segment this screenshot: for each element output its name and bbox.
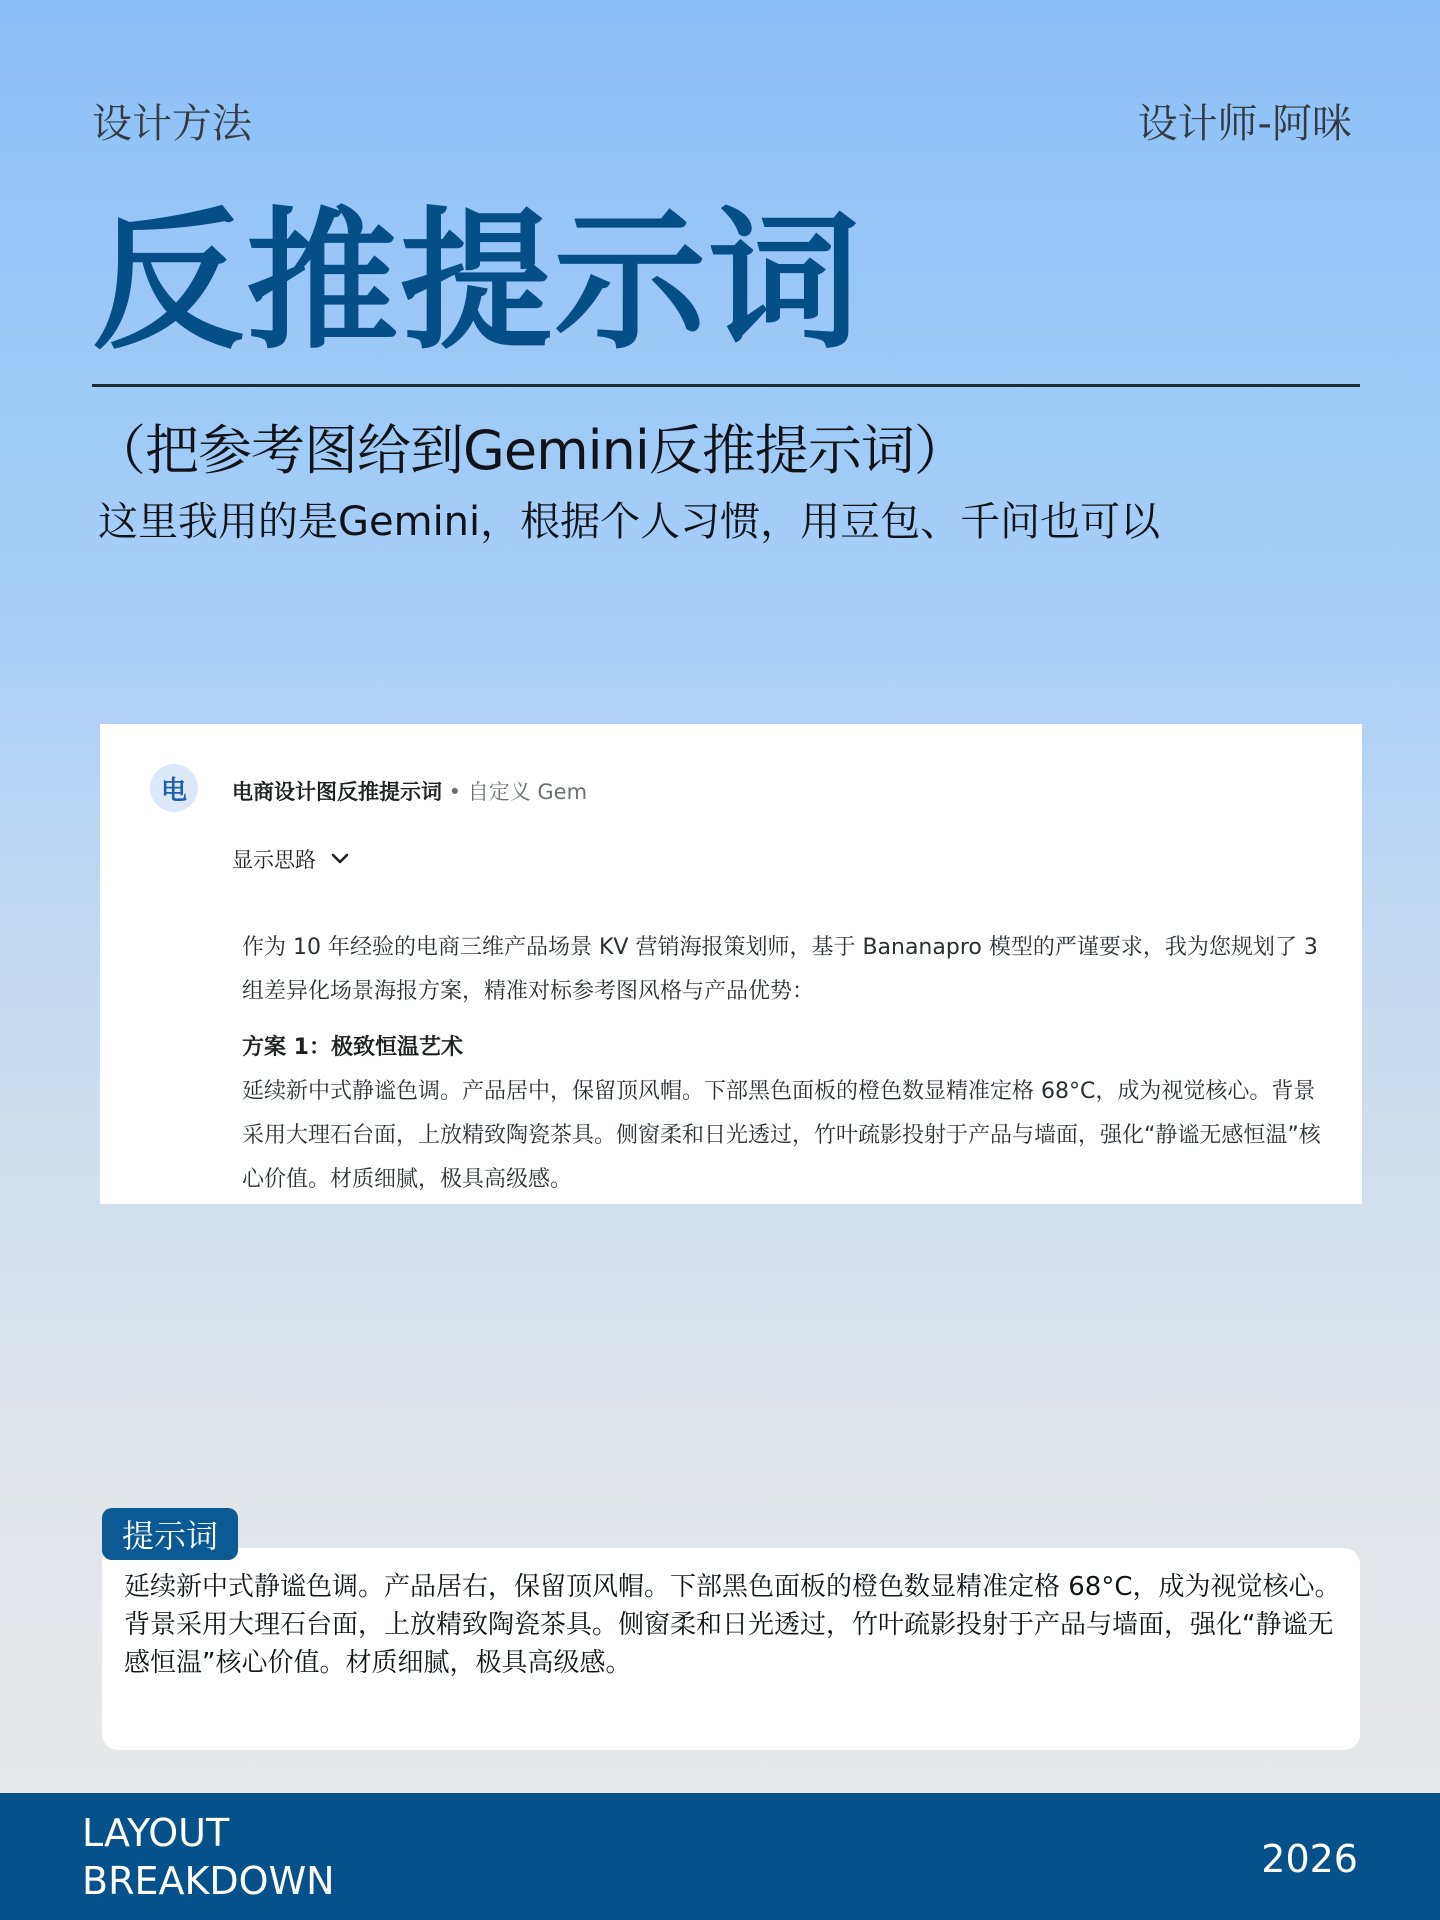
footer-line2: BREAKDOWN <box>82 1859 335 1903</box>
plan1-body: 延续新中式静谧色调。产品居中，保留顶风帽。下部黑色面板的橙色数显精准定格 68°C，成为视觉核心。背景采用大理石台面，上放精致陶瓷茶具。侧窗柔和日光透过，竹叶疏影投射于产品与墙面，强化“静谧无感恒温”核心价值。材质细腻，极具高级感。 <box>242 1079 1321 1192</box>
page-title: 反推提示词 <box>92 193 862 370</box>
gem-header <box>232 776 587 806</box>
response-intro: 作为 10 年经验的电商三维产品场景 KV 营销海报策划师，基于 Bananapro 模型的严谨要求，我为您规划了 3 组差异化场景海报方案，精准对标参考图风格与产品优势： <box>242 935 1318 1004</box>
gem-avatar: 电 <box>150 764 198 812</box>
category-label: 设计方法 <box>92 101 252 147</box>
gemini-screenshot <box>100 724 1362 1204</box>
plan1-title: 方案 1：极致恒温艺术 <box>242 1035 463 1060</box>
page-description: 这里我用的是Gemini，根据个人习惯，用豆包、千问也可以 <box>98 499 1161 545</box>
footer-line1: LAYOUT <box>82 1811 230 1855</box>
author-label: 设计师-阿咪 <box>1137 101 1352 147</box>
gem-title: 电商设计图反推提示词 <box>232 780 442 804</box>
prompt-card <box>102 1548 1360 1750</box>
title-divider <box>92 384 1360 387</box>
show-thinking-toggle[interactable] <box>232 844 350 874</box>
prompt-text: 延续新中式静谧色调。产品居右，保留顶风帽。下部黑色面板的橙色数显精准定格 68°C，成为视觉核心。背景采用大理石台面，上放精致陶瓷茶具。侧窗柔和日光透过，竹叶疏影投射于产品与墙面，强化“静谧无感恒温”核心价值。材质细腻，极具高级感。 <box>124 1572 1341 1678</box>
gem-meta: • 自定义 Gem <box>442 780 588 804</box>
chevron-down-icon <box>330 852 350 866</box>
page-subtitle: （把参考图给到Gemini反推提示词） <box>92 419 967 482</box>
footer-year: 2026 <box>1261 1837 1358 1881</box>
show-thinking-label: 显示思路 <box>232 848 316 872</box>
prompt-tag: 提示词 <box>102 1508 238 1560</box>
footer-bar <box>0 1793 1440 1920</box>
